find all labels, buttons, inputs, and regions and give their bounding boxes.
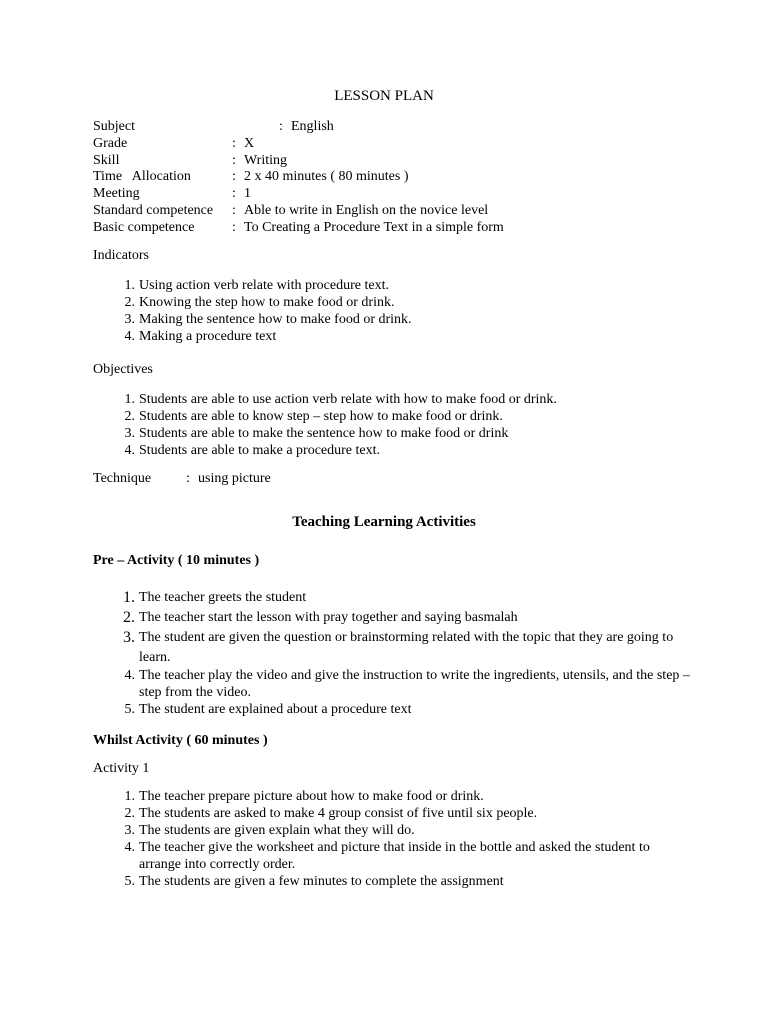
info-label: Standard competence (93, 202, 214, 218)
info-value: X (244, 135, 255, 151)
document-title: LESSON PLAN (334, 88, 434, 104)
list-item: 4. The teacher play the video and give the instruction to write the ingredients, utensils, and the step – step from the video. (93, 667, 693, 701)
list-number: 5. (124, 702, 135, 717)
list-item: 4. Making a procedure text (93, 328, 693, 345)
pre-activity-heading: Pre – Activity ( 10 minutes ) (93, 553, 260, 568)
info-label: Meeting (93, 186, 140, 202)
info-colon: : (232, 186, 236, 202)
technique-value: using picture (198, 471, 271, 486)
info-row-subject (93, 118, 693, 135)
list-item: 1. The teacher prepare picture about how to make food or drink. (93, 788, 693, 805)
technique-colon: : (186, 471, 190, 486)
info-value: 1 (244, 186, 251, 202)
info-row-grade (93, 135, 693, 152)
list-number: 2. (123, 609, 135, 626)
info-label: Subject (93, 119, 135, 134)
info-row-standard-competence (93, 202, 693, 219)
list-number: 4. (124, 840, 135, 855)
info-label: Time Allocation (93, 169, 191, 185)
list-item: 1. The teacher greets the student (93, 588, 693, 608)
list-item: 1. Students are able to use action verb relate with how to make food or drink. (93, 391, 693, 408)
indicators-list (93, 277, 693, 345)
list-number: 2. (124, 806, 135, 821)
list-item: 2. Knowing the step how to make food or drink. (93, 294, 693, 311)
info-value: To Creating a Procedure Text in a simple form (244, 219, 504, 235)
list-item: 4. The teacher give the worksheet and picture that inside in the bottle and asked the student to arrange into correctly order. (93, 839, 693, 873)
info-label: Basic competence (93, 219, 195, 235)
info-row-basic-competence (93, 219, 693, 236)
list-item: 2. Students are able to know step – step how to make food or drink. (93, 408, 693, 425)
list-number: 4. (124, 668, 135, 683)
technique-label: Technique (93, 471, 152, 486)
info-row-time-allocation (93, 168, 693, 185)
info-colon: : (279, 119, 283, 134)
info-value: Able to write in English on the novice level (244, 202, 489, 218)
indicators-heading: Indicators (93, 248, 149, 263)
list-number: 4. (124, 329, 135, 344)
info-value: English (291, 119, 334, 134)
info-value: Writing (244, 152, 287, 168)
info-row-skill (93, 152, 693, 169)
activity-1-list (93, 788, 693, 890)
list-item: 3. The student are given the question or brainstorming related with the topic that they are going to learn. (93, 628, 693, 668)
info-value: 2 x 40 minutes ( 80 minutes ) (244, 169, 409, 185)
list-number: 3. (123, 629, 135, 646)
info-colon: : (232, 135, 236, 151)
list-number: 1. (124, 278, 135, 293)
activities-heading: Teaching Learning Activities (292, 514, 476, 530)
list-item: 3. Making the sentence how to make food or drink. (93, 311, 693, 328)
list-item: 5. The student are explained about a procedure text (93, 701, 693, 718)
list-item: 2. The teacher start the lesson with pray together and saying basmalah (93, 608, 693, 628)
info-colon: : (232, 152, 236, 168)
list-number: 3. (124, 426, 135, 441)
list-number: 1. (124, 789, 135, 804)
info-colon: : (232, 219, 236, 235)
list-item: 5. The students are given a few minutes to complete the assignment (93, 873, 693, 890)
info-colon: : (232, 202, 236, 218)
list-item: 4. Students are able to make a procedure text. (93, 442, 693, 459)
list-number: 3. (124, 823, 135, 838)
list-number: 1. (123, 589, 135, 606)
list-item: 1. Using action verb relate with procedure text. (93, 277, 693, 294)
list-number: 5. (124, 874, 135, 889)
list-number: 3. (124, 312, 135, 327)
info-label: Grade (93, 135, 128, 151)
list-number: 4. (124, 443, 135, 458)
objectives-heading: Objectives (93, 362, 153, 377)
info-table (93, 118, 693, 236)
info-colon: : (232, 169, 236, 185)
list-number: 2. (124, 295, 135, 310)
info-row-meeting (93, 185, 693, 202)
objectives-list (93, 391, 693, 459)
list-item: 3. The students are given explain what they will do. (93, 822, 693, 839)
activity-1-heading: Activity 1 (93, 761, 150, 776)
list-item: 3. Students are able to make the sentence how to make food or drink (93, 425, 693, 442)
pre-activity-list (93, 588, 693, 718)
whilst-activity-heading: Whilst Activity ( 60 minutes ) (93, 733, 268, 748)
list-number: 2. (124, 409, 135, 424)
list-item: 2. The students are asked to make 4 group consist of five until six people. (93, 805, 693, 822)
info-label: Skill (93, 152, 120, 168)
list-number: 1. (124, 392, 135, 407)
